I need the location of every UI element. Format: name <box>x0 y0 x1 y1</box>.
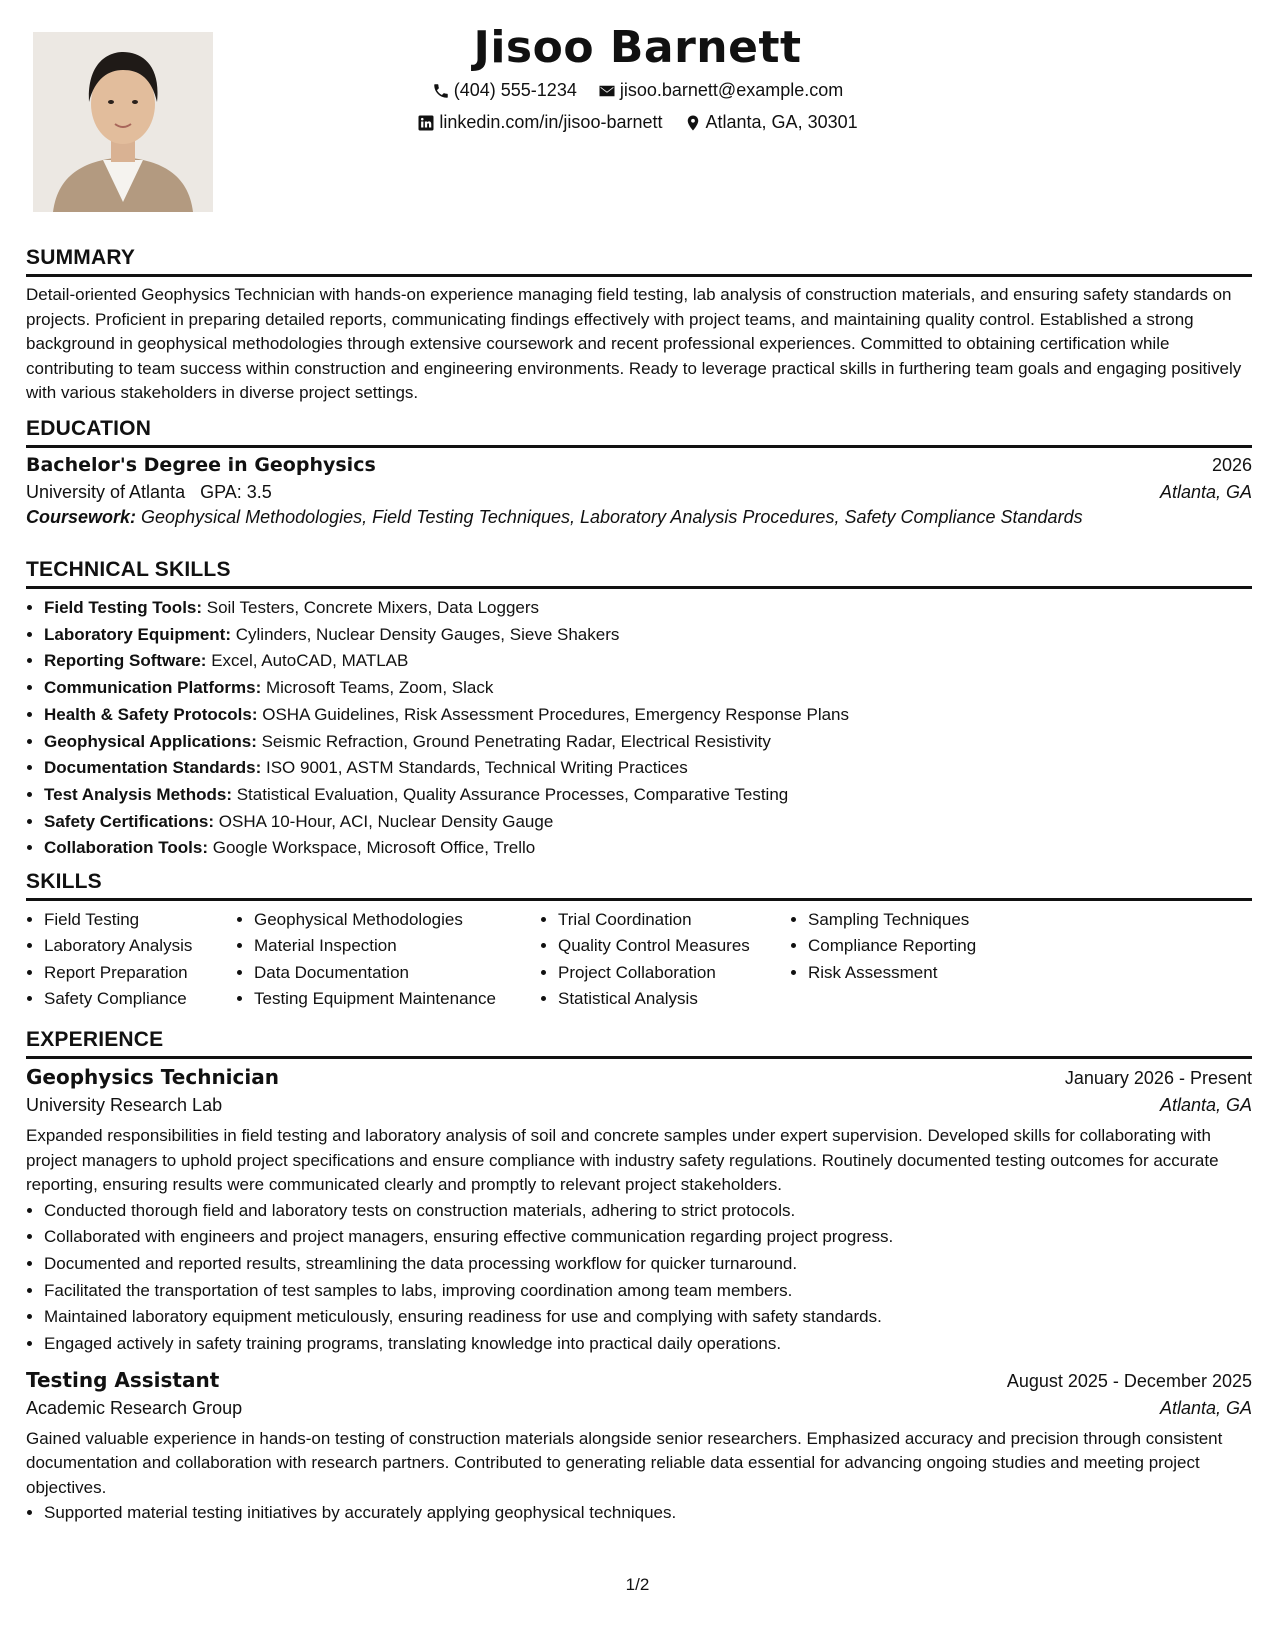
skills-column-4 <box>790 907 1028 1012</box>
experience-heading: EXPERIENCE <box>26 1028 1252 1059</box>
skill-category: Geophysical Applications: <box>44 731 257 751</box>
list-item <box>44 622 1252 649</box>
job-location: Atlanta, GA <box>1159 1095 1252 1115</box>
list-item: • Trial Coordination <box>558 907 790 933</box>
skills-column-2 <box>236 907 540 1012</box>
list-item: • Collaborated with engineers and project managers, ensuring effective communication regarding project progress. <box>44 1224 1252 1251</box>
list-item: • Documented and reported results, streamlining the data processing workflow for quicker turnaround. <box>44 1251 1252 1278</box>
skill-values: OSHA 10-Hour, ACI, Nuclear Density Gauge <box>218 811 554 831</box>
job-description: Gained valuable experience in hands-on testing of construction materials alongside senior researchers. Emphasized accuracy and precision through consistent documentation and collaboration with research partners. Contributed to generating reliable data essential for advancing ongoing studies and meeting project objectives. <box>26 1428 1223 1497</box>
list-item: • Engaged actively in safety training programs, translating knowledge into practical daily operations. <box>44 1331 1252 1358</box>
list-item: • Testing Equipment Maintenance <box>254 986 540 1012</box>
phone-icon <box>432 82 450 100</box>
skill-category: Test Analysis Methods: <box>44 784 232 804</box>
list-item: • Material Inspection <box>254 933 540 959</box>
job-bullets <box>26 1198 1252 1358</box>
summary-heading: SUMMARY <box>26 246 1252 277</box>
skill-category: Field Testing Tools: <box>44 598 203 617</box>
page-number: 1/2 <box>625 1575 650 1594</box>
list-item: • Risk Assessment <box>808 960 1028 986</box>
school-location: Atlanta, GA <box>1159 482 1252 502</box>
contact-row-1 <box>0 80 1275 105</box>
school-line <box>26 482 272 503</box>
gpa: GPA: 3.5 <box>200 482 272 502</box>
linkedin-icon <box>417 114 435 132</box>
experience-section <box>26 1028 1252 1527</box>
skill-category: Safety Certifications: <box>44 811 215 831</box>
location-text: Atlanta, GA, 30301 <box>705 112 858 132</box>
coursework-label: Coursework: <box>26 507 137 527</box>
list-item: • Safety Compliance <box>44 986 236 1012</box>
envelope-icon <box>598 82 616 100</box>
list-item: • Conducted thorough field and laboratory tests on construction materials, adhering to strict protocols. <box>44 1198 1252 1225</box>
list-item: • Facilitated the transportation of test samples to labs, improving coordination among team members. <box>44 1278 1252 1305</box>
skills-heading: SKILLS <box>26 870 1252 901</box>
list-item <box>44 835 1252 862</box>
list-item <box>44 702 1252 729</box>
job-bullets <box>26 1500 1252 1527</box>
technical-skills-list <box>26 595 1252 862</box>
skill-values: Google Workspace, Microsoft Office, Trello <box>212 838 536 858</box>
list-item <box>44 648 1252 675</box>
skill-category: Collaboration Tools: <box>44 838 209 858</box>
summary-text: Detail-oriented Geophysics Technician with hands-on experience managing field testing, lab analysis of construction materials, and ensuring safety standards on projects. Proficient in preparing detailed reports, communicating findings effectively with project teams, and maintaining quality control. Established a strong background in geophysical methodologies through extensive coursework and recent professional experiences. Committed to obtaining certification while contributing to team success within construction and engineering environments. Ready to leverage practical skills in furthering team goals and engaging positively with various stakeholders in diverse project settings. <box>26 285 1242 402</box>
email-text: jisoo.barnett@example.com <box>619 80 844 100</box>
job-dates: January 2026 - Present <box>1064 1068 1252 1088</box>
skill-values: ISO 9001, ASTM Standards, Technical Writing Practices <box>265 758 688 778</box>
skills-grid <box>26 907 1252 1012</box>
technical-skills-section <box>26 558 1252 862</box>
skill-category: Laboratory Equipment: <box>44 624 232 644</box>
list-item: • Supported material testing initiatives by accurately applying geophysical techniques. <box>44 1500 1252 1527</box>
list-item: • Sampling Techniques <box>808 907 1028 933</box>
job-organization: University Research Lab <box>26 1095 223 1115</box>
degree-title: Bachelor's Degree in Geophysics <box>26 454 376 476</box>
phone-contact[interactable] <box>432 80 577 101</box>
skill-values: Excel, AutoCAD, MATLAB <box>211 651 409 671</box>
education-section <box>26 417 1252 528</box>
skill-category: Health & Safety Protocols: <box>44 704 258 724</box>
list-item <box>44 675 1252 702</box>
phone-text: (404) 555-1234 <box>453 80 577 100</box>
list-item <box>44 595 1252 622</box>
list-item <box>44 782 1252 809</box>
skills-column-3 <box>540 907 790 1012</box>
list-item: • Data Documentation <box>254 960 540 986</box>
list-item: • Field Testing <box>44 907 236 933</box>
list-item: • Quality Control Measures <box>558 933 790 959</box>
job-dates: August 2025 - December 2025 <box>1006 1370 1252 1391</box>
job-entry <box>26 1368 1252 1527</box>
skill-category: Documentation Standards: <box>44 758 262 778</box>
education-heading: EDUCATION <box>26 417 1252 448</box>
list-item: • Compliance Reporting <box>808 933 1028 959</box>
skill-category: Communication Platforms: <box>44 678 262 698</box>
list-item <box>44 809 1252 836</box>
graduation-year: 2026 <box>1211 455 1252 475</box>
coursework-text: Geophysical Methodologies, Field Testing Techniques, Laboratory Analysis Procedures, Safety Compliance Standards <box>141 507 1083 527</box>
skill-values: OSHA Guidelines, Risk Assessment Procedures, Emergency Response Plans <box>262 704 849 724</box>
skill-values: Microsoft Teams, Zoom, Slack <box>265 678 494 698</box>
job-description: Expanded responsibilities in field testing and laboratory analysis of soil and concrete samples under expert supervision. Developed skills for collaborating with project managers to uphold project specifications and ensure compliance with industry safety regulations. Routinely documented testing outcomes for accurate reporting, ensuring results were communicated clearly and promptly to relevant project stakeholders. <box>26 1126 1219 1194</box>
location-contact <box>684 112 858 133</box>
list-item: • Project Collaboration <box>558 960 790 986</box>
list-item <box>44 729 1252 756</box>
linkedin-contact[interactable] <box>417 112 662 133</box>
list-item: • Report Preparation <box>44 960 236 986</box>
school-name: University of Atlanta <box>26 482 186 502</box>
candidate-name: Jisoo Barnett <box>473 22 802 73</box>
list-item: • Maintained laboratory equipment meticulously, ensuring readiness for use and complying with safety standards. <box>44 1304 1252 1331</box>
technical-skills-heading: TECHNICAL SKILLS <box>26 558 1252 589</box>
map-pin-icon <box>684 114 702 132</box>
list-item: • Statistical Analysis <box>558 986 790 1012</box>
email-contact[interactable] <box>598 80 843 101</box>
summary-section <box>26 246 1252 406</box>
skills-section <box>26 870 1252 1012</box>
job-title: Testing Assistant <box>26 1367 220 1392</box>
skill-values: Seismic Refraction, Ground Penetrating Radar, Electrical Resistivity <box>261 731 771 751</box>
contact-row-2 <box>0 112 1275 137</box>
job-organization: Academic Research Group <box>26 1397 243 1418</box>
job-entry <box>26 1065 1252 1358</box>
list-item: • Geophysical Methodologies <box>254 907 540 933</box>
skills-column-1 <box>26 907 236 1012</box>
job-title: Geophysics Technician <box>26 1065 279 1089</box>
skill-values: Soil Testers, Concrete Mixers, Data Loggers <box>206 598 540 617</box>
linkedin-text: linkedin.com/in/jisoo-barnett <box>439 112 663 132</box>
list-item <box>44 755 1252 782</box>
skill-category: Reporting Software: <box>44 651 207 671</box>
coursework-line <box>26 507 1252 528</box>
list-item: • Laboratory Analysis <box>44 933 236 959</box>
job-location: Atlanta, GA <box>1159 1397 1252 1418</box>
skill-values: Statistical Evaluation, Quality Assurance Processes, Comparative Testing <box>236 784 789 804</box>
skill-values: Cylinders, Nuclear Density Gauges, Sieve Shakers <box>235 624 620 644</box>
